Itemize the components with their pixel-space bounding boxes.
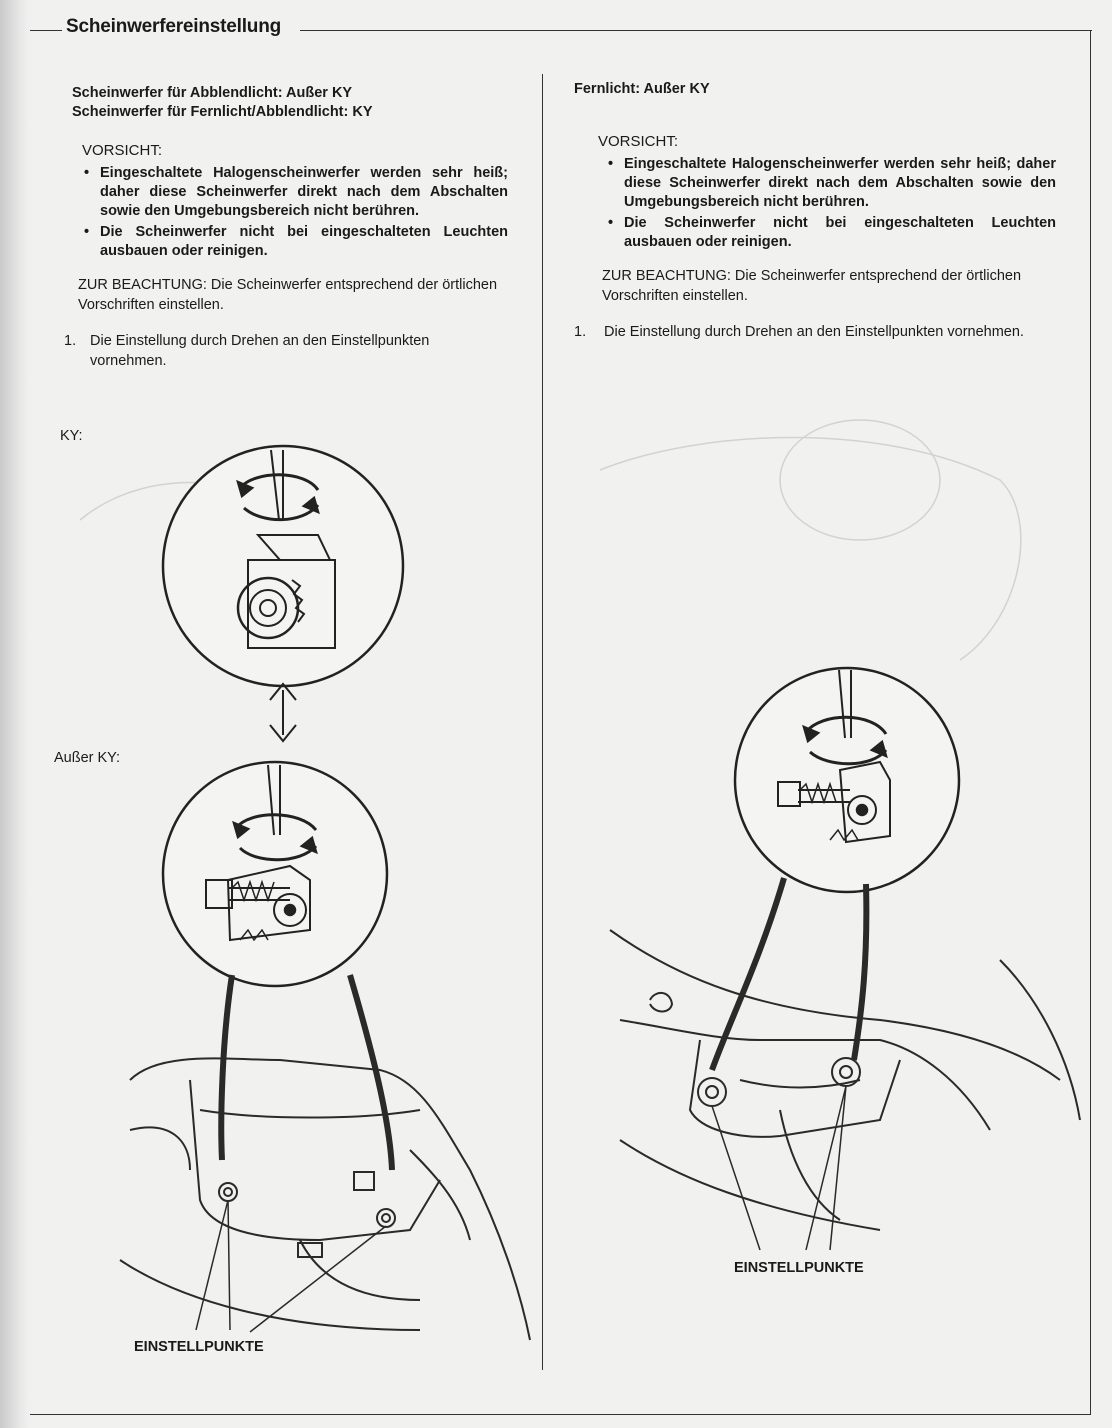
right-caution-item-1: • Eingeschaltete Halogenscheinwerfer werden sehr heiß; daher diese Scheinwerfer direkt nach dem Abschalten sowie den Umgebungsbereich nicht berühren.	[604, 155, 1056, 212]
left-note: ZUR BEACHTUNG: Die Scheinwerfer entsprechend der örtlichen Vorschriften einstellen.	[78, 277, 498, 313]
right-note: ZUR BEACHTUNG: Die Scheinwerfer entsprechend der örtlichen Vorschriften einstellen.	[602, 268, 1022, 304]
column-divider	[542, 74, 543, 1370]
right-callout-einstellpunkte: EINSTELLPUNKTE	[734, 1260, 864, 1276]
title-rule-left	[30, 30, 62, 31]
left-caution-item-2: • Die Scheinwerfer nicht bei eingeschalteten Leuchten ausbauen oder reinigen.	[80, 223, 508, 261]
left-callout-einstellpunkte: EINSTELLPUNKTE	[134, 1339, 264, 1355]
right-step-text: Die Einstellung durch Drehen an den Einstellpunkten vornehmen.	[604, 324, 1024, 340]
right-step-number: 1.	[574, 324, 587, 340]
left-step-text: Die Einstellung durch Drehen an den Einstellpunkten vornehmen.	[90, 333, 430, 369]
left-heading-1: Scheinwerfer für Abblendlicht: Außer KY	[72, 85, 353, 101]
right-caution-title: VORSICHT:	[598, 133, 679, 150]
right-caution-list	[604, 155, 1056, 252]
right-heading: Fernlicht: Außer KY	[574, 81, 710, 97]
page-binding-shadow	[0, 0, 30, 1428]
left-caution-title: VORSICHT:	[82, 142, 163, 159]
bleed-through-text	[650, 588, 654, 604]
section-title: Scheinwerfereinstellung	[66, 16, 282, 37]
left-caution-list	[80, 164, 508, 261]
left-step-number: 1.	[64, 333, 77, 349]
left-caution-item-1: • Eingeschaltete Halogenscheinwerfer werden sehr heiß; daher diese Scheinwerfer direkt nach dem Abschalten sowie den Umgebungsbereich nicht berühren.	[80, 164, 508, 221]
left-column	[64, 84, 508, 371]
title-rule-right	[300, 30, 1092, 31]
right-caution-item-2: • Die Scheinwerfer nicht bei eingeschalteten Leuchten ausbauen oder reinigen.	[604, 214, 1056, 252]
figure-label-ky: KY:	[60, 428, 83, 444]
figure-label-ausser-ky: Außer KY:	[54, 750, 121, 766]
left-heading-2: Scheinwerfer für Fernlicht/Abblendlicht: KY	[72, 104, 373, 120]
left-step-1	[64, 331, 508, 371]
right-step-1	[574, 322, 1056, 342]
right-column	[574, 80, 1056, 342]
